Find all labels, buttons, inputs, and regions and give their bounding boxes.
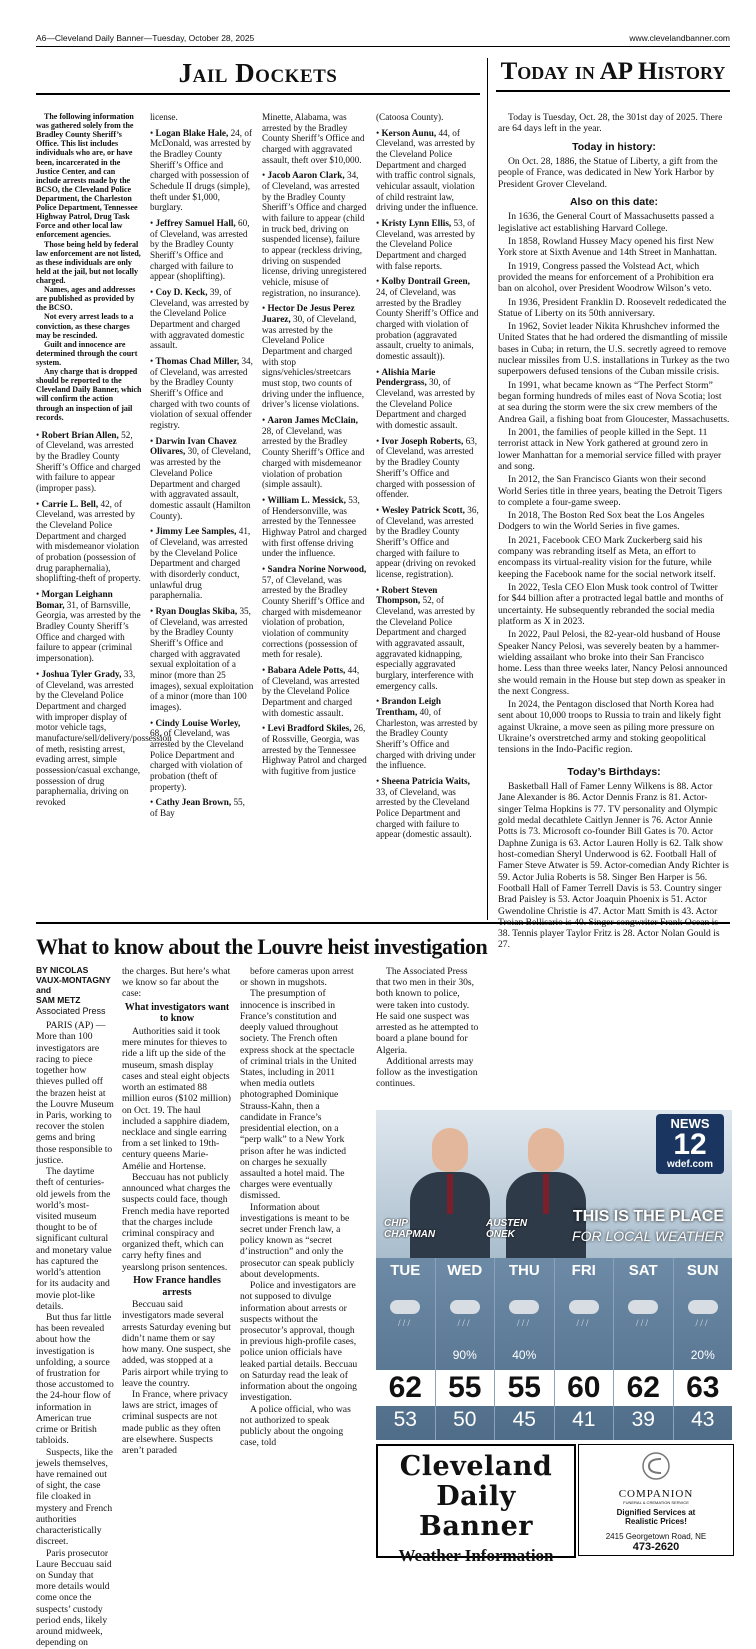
- docket-entry: [262, 495, 368, 559]
- story-paragraph: The daytime theft of centuries-old jewels from the world’s most-visited museum thought to be of significant cultural and monetary value has captured the world’s attention for its audacity and movie plot-like details.: [36, 1166, 112, 1312]
- bullet: •: [36, 668, 42, 679]
- rain-icon: / / /: [398, 1318, 411, 1328]
- docket-details: 57, of Cleveland, was arrested by the Bradley County Sheriff’s Office and charged with misdemeanor violation of probation, violation of community corrections (possession of meth for resale).: [262, 574, 365, 660]
- bullet: •: [36, 498, 42, 509]
- ap-event: In 2001, the families of people killed in the Sept. 11 terrorist attack in New York gathered at ground zero in lower Manhattan for a memorial service filled with prayer and song.: [498, 426, 722, 472]
- docket-details: 53, of Cleveland, was arrested by the Cleveland Police Department and charged with false reports.: [376, 218, 475, 271]
- cloud-icon: [688, 1300, 718, 1314]
- docket-details: 30, of Cleveland, was arrested by the Cleveland Police Department and charged with domestic assault.: [376, 377, 475, 431]
- docket-entry: [376, 112, 480, 123]
- bullet: •: [262, 303, 268, 314]
- intro-paragraph: Names, ages and addresses are published as provided by the BCSO.: [36, 285, 136, 313]
- ap-event: In 2012, the San Francisco Giants won their second World Series title in three years, beating the Detroit Tigers to complete a four-game sweep.: [498, 474, 723, 508]
- forecast-day: [613, 1258, 673, 1440]
- docket-details: 24, of McDonald, was arrested by the Bradley County Sheriff’s Office and charged with possession of Schedule II drugs (simple), theft under $1,000, burglary.: [150, 127, 252, 213]
- precip-chance: 40%: [512, 1348, 537, 1362]
- companion-tagline-2: Realistic Prices!: [625, 1517, 687, 1526]
- bullet: •: [262, 415, 268, 426]
- story-paragraph: Information about investigations is meant to be secret under French law, a policy known as “secret d’instruction” and only the prosecutor can speak publicly about developments.: [240, 1201, 355, 1280]
- forecast-strip: [376, 1258, 732, 1440]
- docket-details: 39, of Cleveland, was arrested by the Cleveland Police Department and charged with aggravated domestic assault.: [150, 287, 249, 351]
- docket-name: Levi Bradford Skiles,: [267, 723, 352, 734]
- precip-chance: 90%: [452, 1348, 477, 1362]
- ap-event: In 1858, Rowland Hussey Macy opened his first New York store at Sixth Avenue and 14th Street in Manhattan.: [498, 235, 717, 259]
- ap-event: In 2022, Tesla CEO Elon Musk took control of Twitter for $44 billion after a protracted legal battle and months of uncertainty. He subsequently rebranded the social media platform as X in 2023.: [498, 582, 724, 627]
- jail-intro: [36, 112, 142, 422]
- forecast-low: 41: [572, 1408, 596, 1431]
- forecast-day-name: SUN: [686, 1262, 719, 1279]
- forecast-day: [673, 1258, 733, 1440]
- forecast-low: 39: [631, 1408, 655, 1431]
- bullet: •: [262, 494, 268, 505]
- forecast-day-name: THU: [508, 1262, 540, 1279]
- docket-name: Sheena Patricia Waits,: [381, 775, 470, 786]
- forecast-day: [554, 1258, 614, 1440]
- docket-details: 33, of Cleveland, was arrested by the Cleveland Police Department and charged with improper display of motor vehicle tags, manufacture/sell/delivery/possession of meth, resisting arrest, evading arrest, simple possession/casual exchange, possession of drug paraphernalia, driving on revoked: [36, 668, 172, 807]
- docket-entry: [36, 499, 142, 584]
- docket-details: 30, of Cleveland, was arrested by the Cleveland Police Department and charged with aggravated assault, domestic assault (Hamilton County).: [150, 446, 251, 521]
- docket-details: 40, of Charleston, was arrested by the Bradley County Sheriff’s Office and charged with driving under the influence.: [376, 706, 478, 771]
- ap-also-heading: Also on this date:: [569, 195, 659, 208]
- bullet: •: [376, 366, 382, 377]
- docket-entry: [376, 776, 480, 840]
- bullet: •: [150, 435, 156, 446]
- news12-logo: NEWS 12 wdef.com: [656, 1114, 724, 1174]
- docket-entry: [36, 430, 142, 494]
- story-paragraph: Police and investigators are not supposed to divulge information about arrests or suspects without the prosecutor’s approval, though in previous high-profile cases, police union officials have leaked partial details. Beccuau on Saturday read the leak of information about the ongoing investigation.: [240, 1280, 358, 1404]
- docket-details: 68, of Cleveland, was arrested by the Cleveland Police Department and charged with violation of probation (theft of property).: [150, 728, 244, 792]
- bullet: •: [376, 276, 382, 287]
- ap-event: In 1936, President Franklin D. Roosevelt rededicated the Statue of Liberty on its 50th anniversary.: [498, 296, 727, 319]
- forecast-low: 53: [393, 1408, 417, 1431]
- ap-event: In 1991, what became known as “The Perfect Storm” began forming hundreds of miles east of Nova Scotia; lost at sea during the storm were the six crew members of the Andrea Gail, a fishing boat from Gloucester, Massachusetts.: [498, 379, 730, 425]
- docket-entry: [376, 585, 480, 692]
- docket-entry: [376, 276, 480, 361]
- docket-name: Alishia Marie Pendergrass,: [376, 366, 436, 388]
- bullet: •: [150, 605, 156, 616]
- forecast-high: 55: [436, 1370, 495, 1406]
- docket-details: 28, of Cleveland, was arrested by the Bradley County Sheriff’s Office and charged with misdemeanor violation of probation (simple assault).: [262, 425, 365, 490]
- forecast-low: 45: [512, 1408, 536, 1431]
- docket-entry: [150, 797, 254, 818]
- forecast-day-name: WED: [447, 1262, 483, 1279]
- docket-name: Darwin Ivan Chavez Olivares,: [150, 435, 237, 457]
- docket-entry: [262, 303, 368, 410]
- cloud-icon: [628, 1300, 658, 1314]
- site-url[interactable]: www.clevelandbanner.com: [629, 33, 730, 43]
- rain-icon: / / /: [457, 1318, 470, 1328]
- docket-details: 42, of Cleveland, was arrested by the Cleveland Police Department and charged with misdemeanor violation of probation (possession of drug paraphernalia), shoplifting-theft of property.: [36, 498, 141, 584]
- byline-line-2: SAM METZ: [36, 994, 81, 1005]
- docket-details: license.: [150, 112, 178, 122]
- ap-history-body: [498, 112, 730, 951]
- host-name-1: CHIP CHAPMAN: [384, 1218, 436, 1240]
- forecast-low: 43: [691, 1408, 715, 1431]
- column-divider: [487, 58, 488, 920]
- ap-history-title: Today in AP History: [496, 58, 730, 92]
- intro-paragraph: Any charge that is dropped should be reported to the Cleveland Daily Banner, which will confirm the action through an inspection of jail records.: [36, 367, 142, 422]
- forecast-day: [435, 1258, 495, 1440]
- precip-chance: 20%: [690, 1348, 715, 1362]
- forecast-low: 50: [453, 1408, 477, 1431]
- ap-birthdays-heading: Today’s Birthdays:: [567, 765, 661, 778]
- intro-paragraph: Those being held by federal law enforcement are not listed, as these individuals are only held at the jail, but not locally charged.: [36, 239, 141, 285]
- ap-birthdays: Basketball Hall of Famer Lenny Wilkens is 88. Actor Jane Alexander is 86. Actor Dennis Franz is 81. Actor-singer Telma Hopkins is 77. TV personality and Olympic gold medal decathlete Caitlyn Jenner is 76. Actor Annie Potts is 73. Microsoft co-founder Bill Gates is 70. Actor Daphne Zuniga is 63. Actor Lauren Holly is 62. Talk show host-comedian Sheryl Underwood is 62. Football Hall of Famer Steve Atwater is 59. Actor-comedian Andy Richter is 59. Actor Julia Roberts is 58. Singer Ben Harper is 56. Football Hall of Famer Terrell Davis is 53. Country singer Brad Paisley is 53. Actor Joaquin Phoenix is 51. Actor Gwendoline Christie is 47. Actor Matt Smith is 43. Actor 38. Tennis player Taylor Fritz is 28. Actor Nolan Gould is 27.: [498, 781, 729, 951]
- section-divider: [36, 922, 730, 924]
- louvre-column-1: [36, 965, 114, 1649]
- ap-event: In 1962, Soviet leader Nikita Khrushchev informed the United States that he had ordered the dismantling of missile bases in Cuba; in return, the U.S. secretly agreed to remove nuclear missiles from U.S. installations in Turkey as the two superpowers defused tensions of the Cuban missile crisis.: [498, 321, 730, 378]
- bullet: •: [150, 287, 156, 298]
- weather-information-label: Weather Information: [398, 1546, 554, 1565]
- rain-icon: / / /: [636, 1318, 649, 1328]
- docket-details: 41, of Cleveland, was arrested by the Cleveland Police Department and charged with disorderly conduct, unlawful drug paraphernalia.: [150, 526, 251, 601]
- story-paragraph: In France, where privacy laws are strict, images of criminal suspects are not made public as they often are elsewhere. Suspects aren’t paraded: [122, 1388, 228, 1457]
- ap-event: In 1636, the General Court of Massachusetts passed a legislative act establishing Harvard College.: [498, 211, 714, 234]
- bullet: •: [376, 435, 382, 446]
- weather-ad[interactable]: [376, 1110, 732, 1440]
- weather-slogan: THIS IS THE PLACE: [572, 1208, 724, 1225]
- docket-entry: [36, 668, 172, 808]
- docket-name: Thomas Chad Miller,: [155, 356, 240, 367]
- bullet: •: [376, 584, 382, 595]
- cloud-icon: [450, 1300, 480, 1314]
- docket-entry: [262, 564, 368, 660]
- docket-details: 52, of Cleveland, was arrested by the Cleveland Police Department and charged with aggravated assault, aggravated kidnapping, especially aggravated burglary, interference with emergency calls.: [376, 595, 475, 691]
- louvre-headline: What to know about the Louvre heist investigation: [36, 934, 488, 959]
- companion-name: COMPANION: [618, 1488, 694, 1500]
- subhead-investigators: What investigators want to know: [124, 1001, 230, 1025]
- ap-highlight: On Oct. 28, 1886, the Statue of Liberty, a gift from the people of France, was dedicated in New York Harbor by President Grover Cleveland.: [498, 156, 718, 190]
- docket-name: Carrie L. Bell,: [41, 498, 99, 509]
- intro-paragraph: Not every arrest leads to a conviction, as these charges may be rescinded.: [36, 312, 134, 340]
- ap-event: In 2018, The Boston Red Sox beat the Los Angeles Dodgers to win the World Series in five games.: [498, 510, 705, 533]
- docket-details: 44, of Cleveland, was arrested by the Cleveland Police Department and charged with traffic control signals, vehicular assault, violation of child restraint law, driving under the influence.: [376, 127, 479, 213]
- docket-name: Morgan Leighann Bomar,: [36, 589, 113, 610]
- docket-entry: [150, 718, 254, 793]
- story-paragraph: Authorities said it took mere minutes for thieves to ride a lift up the side of the museum, smash display cases and steal eight objects worth an estimated 88 million euros ($102 million) on Oct. 19. The haul included a sapphire diadem, necklace and single earring from a set linked to 19th-century queens Marie-Amélie and Hortense.: [122, 1026, 231, 1172]
- docket-details: 34, of Cleveland, was arrested by the Bradley County Sheriff’s Office and charged with failure to appear (child in truck bed, driving on suspended license), failure to appear (reckless driving, driving on suspended license, driving unregistered vehicle, misuse of registration, no insurance).: [262, 170, 367, 298]
- docket-entry: [262, 170, 368, 298]
- forecast-day-name: FRI: [571, 1262, 596, 1279]
- story-paragraph: Suspects, like the jewels themselves, have remained out of sight, the case file cloaked in mystery and French authorities characteristically discreet.: [36, 1446, 113, 1548]
- story-paragraph: Beccuau said investigators made several arrests Saturday evening but didn’t name them or say how many. One suspect, she added, was stopped at a Paris airport while trying to leave the country.: [122, 1299, 231, 1389]
- banner-weather-box: [376, 1444, 576, 1565]
- forecast-high: 63: [674, 1370, 733, 1406]
- docket-details: 52, of Cleveland, was arrested by the Bradley County Sheriff’s Office and charged with failure to appear (improper pass).: [36, 429, 141, 494]
- docket-entry: [262, 665, 368, 718]
- docket-name: Coy D. Keck,: [155, 287, 208, 298]
- docket-entry: [150, 436, 254, 521]
- byline-agency: Associated Press: [36, 1005, 106, 1016]
- docket-entry: [262, 415, 368, 490]
- host-name-2: AUSTEN ONEK: [486, 1218, 528, 1240]
- jail-column-4: [376, 112, 480, 912]
- docket-name: Kerson Aunu,: [381, 127, 437, 138]
- docket-details: 63, of Cleveland, was arrested by the Bradley County Sheriff’s Office and charged with possession of offender.: [376, 435, 478, 500]
- forecast-day: [494, 1258, 554, 1440]
- rain-icon: / / /: [695, 1318, 708, 1328]
- bullet: •: [376, 775, 382, 786]
- bullet: •: [36, 589, 42, 600]
- bullet: •: [262, 664, 268, 675]
- docket-name: Jacob Aaron Clark,: [267, 170, 345, 181]
- docket-details: 60, of Cleveland, was arrested by the Bradley County Sheriff’s Office and charged with failure to appear (shoplifting).: [150, 218, 250, 282]
- forecast-day: [376, 1258, 435, 1440]
- docket-name: Cindy Louise Worley,: [155, 717, 241, 728]
- story-paragraph: A police official, who was not authorized to speak publicly about the ongoing case, told: [240, 1403, 351, 1449]
- companion-tagline-1: Dignified Services at: [616, 1508, 696, 1517]
- docket-entry: [376, 218, 480, 271]
- docket-name: Wesley Patrick Scott,: [381, 504, 465, 515]
- cloud-icon: [569, 1300, 599, 1314]
- docket-name: Hector De Jesus Perez Juarez,: [262, 303, 355, 325]
- docket-entry: [376, 505, 480, 580]
- companion-logo-icon: [641, 1451, 671, 1481]
- docket-details: 55, of Bay: [150, 797, 245, 818]
- docket-entry: [376, 128, 480, 213]
- companion-address: 2415 Georgetown Road, NE: [605, 1532, 707, 1541]
- docket-details: 30, of Cleveland, was arrested by the Cleveland Police Department and charged with stop signs/vehicles/streetcars must stop, two counts of driving under the influence, driver’s license violations.: [262, 314, 365, 410]
- ap-event: In 2022, Paul Pelosi, the 82-year-old husband of House Speaker Nancy Pelosi, was severely beaten by a hammer-wielding assailant who broke into their San Francisco home. Less than three weeks later, Nancy Pelosi announced she would remain in the House but step down as speaker in the next Congress.: [498, 629, 728, 697]
- companion-subtitle: FUNERAL & CREMATION SERVICE: [623, 1500, 689, 1505]
- story-paragraph: But thus far little has been revealed about how the investigation is unfolding, a source of frustration for those accustomed to the 24-hour flow of information in American true crime or British tabloids.: [36, 1311, 114, 1447]
- ap-event: In 2021, Facebook CEO Mark Zuckerberg said his company was rebranding itself as Meta, an effort to encompass its virtual-reality vision for the future, while keeping the Facebook name for the social network itself.: [498, 534, 716, 580]
- docket-details: 26, of Rossville, Georgia, was arrested by the Tennessee Highway Patrol and charged with fugitive from justice: [262, 723, 367, 776]
- bullet: •: [262, 563, 268, 574]
- forecast-high: 55: [495, 1370, 554, 1406]
- bullet: •: [36, 429, 42, 440]
- intro-paragraph: The following information was gathered solely from the Bradley County Sheriff’s Office. This list includes individuals who are, or have been, incarcerated in the Justice Center, and can include arrests made by the BCSO, the Cleveland Police Department, the Charleston Police Department, Tennessee Highway Patrol, Drug Task Force and other local law enforcement agencies.: [36, 112, 138, 240]
- cloud-icon: [390, 1300, 420, 1314]
- docket-entry: [150, 606, 254, 713]
- docket-name: Jimmy Lee Samples,: [155, 526, 237, 537]
- docket-details: 36, of Cleveland, was arrested by the Bradley County Sheriff’s Office and charged with failure to appear (driving on revoked license, registration).: [376, 504, 479, 579]
- docket-entry: [150, 218, 254, 282]
- subhead-arrests: How France handles arrests: [133, 1274, 221, 1298]
- bullet: •: [262, 170, 268, 181]
- docket-name: William L. Messick,: [267, 494, 346, 505]
- docket-entry: [376, 367, 480, 431]
- louvre-column-3: [240, 966, 358, 1566]
- docket-entry: [262, 112, 368, 165]
- docket-name: Sandra Norine Norwood,: [267, 563, 367, 574]
- forecast-high: 62: [376, 1370, 435, 1406]
- ap-lead: Today is Tuesday, Oct. 28, the 301st day of 2025. There are 64 days left in the year.: [498, 112, 723, 135]
- docket-entry: [376, 696, 480, 771]
- docket-details: 24, of Cleveland, was arrested by the Bradley County Sheriff’s Office and charged with violation of probation (aggravated assault, cruelty to animals, domestic assault)).: [376, 287, 479, 362]
- bullet: •: [262, 723, 268, 734]
- story-paragraph: PARIS (AP) — More than 100 investigators are racing to piece together how thieves pulled off the brazen heist at the Louvre Museum in Paris, working to recover the stolen gems and bring those responsible to justice.: [36, 1020, 114, 1166]
- docket-name: Logan Blake Hale,: [155, 127, 229, 138]
- ap-highlight-heading: Today in history:: [572, 140, 656, 153]
- docket-name: Robert Brian Allen,: [41, 429, 119, 440]
- rain-icon: / / /: [517, 1318, 530, 1328]
- weather-slogan-sub: FOR LOCAL WEATHER: [572, 1228, 724, 1244]
- companion-phone[interactable]: 473-2620: [632, 1541, 680, 1553]
- jail-column-2: [150, 112, 254, 912]
- docket-details: Minette, Alabama, was arrested by the Bradley County Sheriff’s Office and charged with aggravated assault, theft over $10,000.: [262, 112, 365, 165]
- story-paragraph: Additional arrests may follow as the investigation continues.: [376, 1055, 478, 1090]
- page-folio: A6—Cleveland Daily Banner—Tuesday, October 28, 2025: [36, 33, 255, 43]
- forecast-day-name: TUE: [390, 1262, 421, 1279]
- docket-entry: [150, 112, 254, 123]
- docket-name: Robert Steven Thompson,: [376, 584, 438, 606]
- docket-entry: [150, 287, 254, 351]
- docket-name: Kolby Dontrail Green,: [381, 276, 470, 287]
- docket-name: Joshua Tyler Grady,: [41, 668, 122, 679]
- story-paragraph: The Associated Press that two men in their 30s, both known to police, were taken into custody. He said one suspect was arrested as he attempted to board a plane bound for Algeria.: [376, 966, 479, 1056]
- docket-entry: [150, 356, 254, 431]
- banner-name-1: Cleveland: [399, 1451, 553, 1482]
- docket-entry: [376, 436, 480, 500]
- rain-icon: / / /: [576, 1318, 589, 1328]
- louvre-column-4: [376, 966, 480, 1106]
- docket-details: (Catoosa County).: [376, 112, 444, 122]
- docket-details: 33, of Cleveland, was arrested by the Cleveland Police Department and charged with failure to appear (domestic assault).: [376, 786, 472, 840]
- forecast-high: 62: [614, 1370, 673, 1406]
- docket-name: Babara Adele Potts,: [267, 664, 346, 675]
- forecast-high: 60: [555, 1370, 614, 1406]
- byline-line-1: BY NICOLAS VAUX-MONTAGNY and: [36, 965, 111, 995]
- weather-hosts-panel: [376, 1110, 732, 1258]
- docket-name: Kristy Lynn Ellis,: [381, 218, 452, 229]
- docket-name: Aaron James McClain,: [267, 415, 358, 426]
- docket-name: Jeffrey Samuel Hall,: [155, 218, 236, 229]
- docket-details: 44, of Cleveland, was arrested by the Cleveland Police Department and charged with domestic assault.: [262, 664, 360, 718]
- jail-column-3: [262, 112, 368, 912]
- bullet: •: [150, 356, 156, 367]
- docket-entry: [150, 128, 254, 213]
- louvre-column-2: [122, 966, 232, 1566]
- bullet: •: [150, 218, 156, 229]
- docket-details: 35, of Cleveland, was arrested by the Bradley County Sheriff’s Office and charged with aggravated sexual exploitation of a minor (more than 25 images), sexual exploitation of a minor (more than 100 images).: [150, 605, 254, 712]
- ap-event: In 1919, Congress passed the Volstead Act, which provided the means for enforcement of a Prohibition era ban on alcohol, over President Woodrow Wilson’s veto.: [498, 260, 714, 295]
- page-header: [36, 30, 730, 47]
- bullet: •: [150, 127, 156, 138]
- banner-name-2: Daily Banner: [419, 1481, 533, 1542]
- bullet: •: [376, 696, 382, 707]
- story-paragraph: Beccuau has not publicly announced what charges the suspects could face, though French media have reported that the charges include criminal conspiracy and organized theft, which can carry hefty fines and yearslong prison sentences.: [122, 1171, 231, 1273]
- bullet: •: [150, 797, 156, 808]
- cloud-icon: [509, 1300, 539, 1314]
- docket-name: Ryan Douglas Skiba,: [155, 605, 238, 616]
- docket-details: 31, of Barnsville, Georgia, was arrested by the Bradley County Sheriff’s Office and charged with failure to appear (criminal impersonation).: [36, 599, 141, 664]
- bullet: •: [376, 218, 382, 229]
- ap-event: In 2024, the Pentagon disclosed that North Korea had sent about 10,000 troops to Russia to train and likely fight against Ukraine, a move seen as piling more pressure on Ukraine’s overstretched army and stoking geopolitical tensions in the Indo-Pacific region.: [498, 699, 722, 756]
- story-paragraph: before cameras upon arrest or shown in mugshots.: [240, 966, 354, 989]
- story-paragraph: The presumption of innocence is inscribed in France’s constitution and deeply valued throughout society. The French often express shock at the spectacle of criminal trials in the United States, including in 2011 when media outlets photographed Dominique Strauss-Kahn, then a candidate in France’s presidential election, on a “perp walk” to a New York prison after he was indicted on charges he sexually assaulted a hotel maid. The charges were eventually dismissed.: [240, 988, 357, 1202]
- bullet: •: [150, 526, 156, 537]
- docket-name: Cathy Jean Brown,: [155, 797, 232, 808]
- docket-entry: [36, 589, 142, 664]
- jail-dockets-title: Jail Dockets: [36, 58, 480, 95]
- docket-details: 53, of Hendersonville, was arrested by the Tennessee Highway Patrol and charged with first offense driving under the influence.: [262, 494, 367, 559]
- intro-paragraph: Guilt and innocence are determined through the court system.: [36, 339, 138, 367]
- docket-name: Brandon Leigh Trentham,: [376, 696, 441, 717]
- docket-details: 34, of Cleveland, was arrested by the Bradley County Sheriff’s Office and charged with two counts of violation of sexual offender registry.: [150, 356, 253, 431]
- docket-name: Ivor Joseph Roberts,: [381, 435, 464, 446]
- bullet: •: [376, 504, 382, 515]
- bullet: •: [150, 717, 156, 728]
- docket-entry: [262, 723, 368, 776]
- louvre-col2-lead: the charges. But here’s what we know so far about the case:: [122, 966, 231, 1000]
- forecast-day-name: SAT: [628, 1262, 658, 1279]
- story-paragraph: Paris prosecutor Laure Beccuau said on Sunday that more details would come once the suspects’ custody period ends, likely around midweek, depending on: [36, 1547, 112, 1649]
- docket-entry: [150, 526, 254, 601]
- companion-ad[interactable]: [578, 1444, 734, 1556]
- bullet: •: [376, 127, 382, 138]
